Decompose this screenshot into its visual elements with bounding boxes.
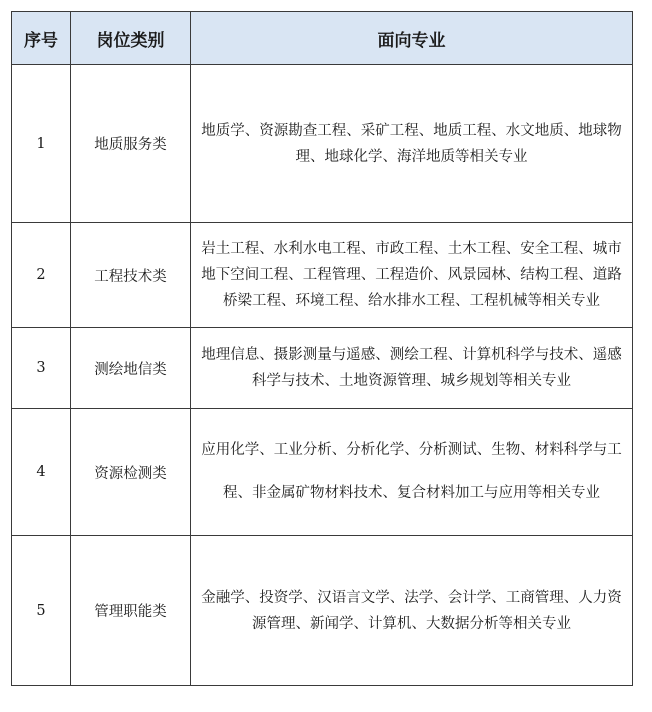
row-category: 工程技术类 bbox=[71, 223, 191, 328]
header-row bbox=[12, 12, 633, 65]
table-row bbox=[12, 223, 633, 328]
table-row bbox=[12, 328, 633, 409]
row-majors: 应用化学、工业分析、分析化学、分析测试、生物、材料科学与工程、非金属矿物材料技术、复合材料加工与应用等相关专业 bbox=[191, 409, 633, 536]
row-majors: 地理信息、摄影测量与遥感、测绘工程、计算机科学与技术、遥感科学与技术、土地资源管理、城乡规划等相关专业 bbox=[191, 328, 633, 409]
row-index: 5 bbox=[12, 536, 71, 686]
row-index: 4 bbox=[12, 409, 71, 536]
row-index: 1 bbox=[12, 65, 71, 223]
table-row bbox=[12, 65, 633, 223]
recruitment-table bbox=[11, 11, 633, 686]
row-category: 管理职能类 bbox=[71, 536, 191, 686]
table-row bbox=[12, 536, 633, 686]
row-category: 地质服务类 bbox=[71, 65, 191, 223]
row-category: 测绘地信类 bbox=[71, 328, 191, 409]
row-majors: 地质学、资源勘查工程、采矿工程、地质工程、水文地质、地球物理、地球化学、海洋地质等相关专业 bbox=[191, 65, 633, 223]
row-majors: 金融学、投资学、汉语言文学、法学、会计学、工商管理、人力资源管理、新闻学、计算机、大数据分析等相关专业 bbox=[191, 536, 633, 686]
header-category: 岗位类别 bbox=[71, 12, 191, 65]
row-majors: 岩土工程、水利水电工程、市政工程、土木工程、安全工程、城市地下空间工程、工程管理、工程造价、风景园林、结构工程、道路桥梁工程、环境工程、给水排水工程、工程机械等相关专业 bbox=[191, 223, 633, 328]
row-index: 3 bbox=[12, 328, 71, 409]
table-row bbox=[12, 409, 633, 536]
row-category: 资源检测类 bbox=[71, 409, 191, 536]
header-index: 序号 bbox=[12, 12, 71, 65]
row-index: 2 bbox=[12, 223, 71, 328]
header-majors: 面向专业 bbox=[191, 12, 633, 65]
